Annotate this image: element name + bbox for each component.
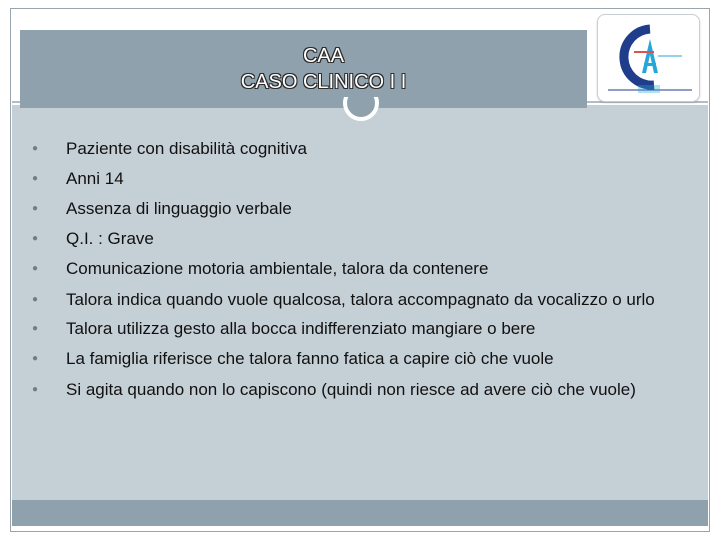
bullet-list <box>32 134 692 404</box>
list-item: ● Q.I. : Grave <box>52 224 692 254</box>
bullet-icon: ● <box>32 384 39 395</box>
bullet-icon: ● <box>32 353 39 364</box>
slide-subtitle: CASO CLINICO I I <box>240 71 407 93</box>
bullet-icon: ● <box>32 294 39 305</box>
list-item: ● La famiglia riferisce che talora fanno fatica a capire ciò che vuole <box>52 344 692 374</box>
list-item: ● Talora indica quando vuole qualcosa, talora accompagnato da vocalizzo o urlo <box>32 290 655 309</box>
footer-band <box>12 500 708 526</box>
title-box <box>20 30 587 108</box>
list-item: ● Si agita quando non lo capiscono (quindi non riesce ad avere ciò che vuole) <box>32 380 636 399</box>
bullet-icon: ● <box>32 263 39 274</box>
slide-title: CAA <box>302 45 345 67</box>
bullet-icon: ● <box>32 203 39 214</box>
caa-logo-icon <box>598 15 701 103</box>
caa-logo <box>597 14 700 102</box>
title-ornament <box>343 97 379 123</box>
list-item: ● Talora utilizza gesto alla bocca indifferenziato mangiare o bere <box>52 314 692 344</box>
bullet-icon: ● <box>32 323 39 334</box>
list-item: ● Anni 14 <box>52 164 692 194</box>
bullet-icon: ● <box>32 143 39 154</box>
list-item: ● Paziente con disabilità cognitiva <box>52 134 692 164</box>
bullet-icon: ● <box>32 173 39 184</box>
list-item: ● Comunicazione motoria ambientale, talora da contenere <box>52 254 692 284</box>
bullet-icon: ● <box>32 233 39 244</box>
list-item: ● Assenza di linguaggio verbale <box>52 194 692 224</box>
